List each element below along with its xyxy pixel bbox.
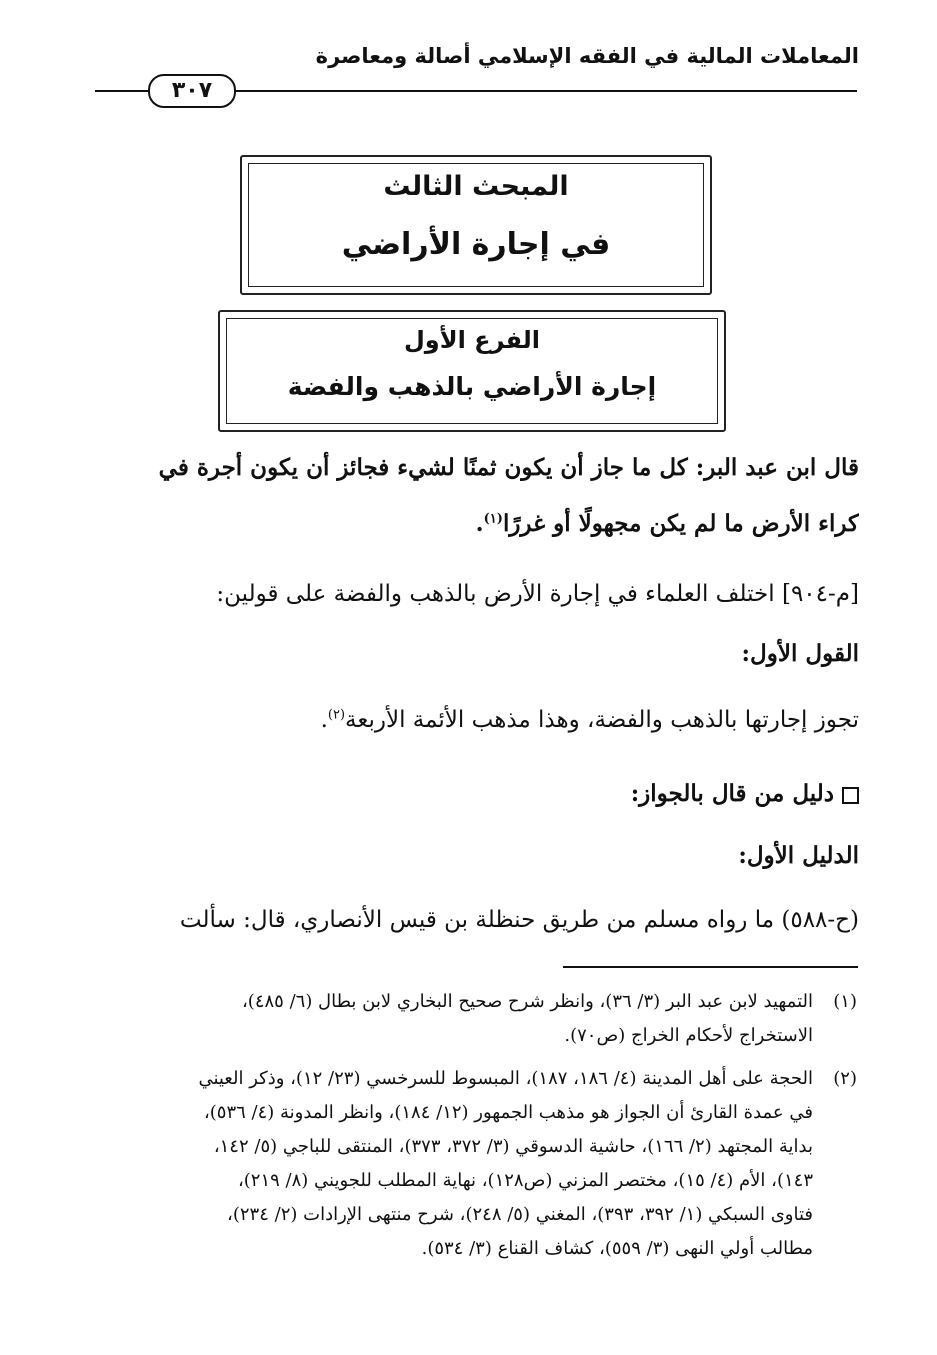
footnote-1-number: (١) <box>833 991 857 1012</box>
hadith-line: (ح-٥٨٨) ما رواه مسلم من طريق حنظلة بن قيس الأنصاري، قال: سألت <box>179 907 859 933</box>
first-opinion-text <box>83 692 859 748</box>
footnote-2-line-2: في عمدة القارئ أن الجواز هو مذهب الجمهور (١٢/ ١٨٤)، وانظر المدونة (٤/ ٥٣٦)، <box>203 1102 813 1123</box>
issue-line: [م-٩٠٤] اختلف العلماء في إجارة الأرض بالذهب والفضة على قولين: <box>216 581 859 607</box>
section-title-frame <box>240 155 712 295</box>
branch-title-frame <box>218 310 726 432</box>
quote-line-1: قال ابن عبد البر: كل ما جاز أن يكون ثمنًا لشيء فجائز أن يكون أجرة في <box>158 454 859 481</box>
quote-period: . <box>475 510 484 537</box>
footnote-2-line-1 <box>81 1062 857 1096</box>
square-bullet-icon <box>842 787 859 804</box>
quote-line-2 <box>83 496 859 552</box>
footnote-ref-1[interactable]: (١) <box>483 511 503 527</box>
section-title: المبحث الثالث <box>383 171 569 202</box>
footnote-1-text-1: التمهيد لابن عبد البر (٣/ ٣٦)، وانظر شرح صحيح البخاري لابن بطال (٦/ ٤٨٥)، <box>241 991 813 1012</box>
footnote-1-line-1 <box>81 985 857 1019</box>
branch-subtitle: إجارة الأراضي بالذهب والفضة <box>287 372 657 401</box>
first-opinion-body: تجوز إجارتها بالذهب والفضة، وهذا مذهب الأئمة الأربعة <box>345 707 859 733</box>
footnote-rule <box>563 966 858 968</box>
footnote-1 <box>81 985 857 1053</box>
footnote-2-line-3: بداية المجتهد (٢/ ١٦٦)، حاشية الدسوقي (٣/ ٣٧٢، ٣٧٣)، المنتقى للباجي (٥/ ١٤٢، <box>213 1136 813 1157</box>
branch-title: الفرع الأول <box>403 326 541 354</box>
footnote-2-line-4: ١٤٣)، الأم (٤/ ١٥)، مختصر المزني (ص١٢٨)، نهاية المطلب للجويني (٨/ ٢١٩)، <box>237 1170 813 1191</box>
footnote-1-line-2: الاستخراج لأحكام الخراج (ص٧٠). <box>564 1025 813 1046</box>
footnote-2 <box>81 1062 857 1266</box>
first-opinion-heading: القول الأول: <box>741 640 859 667</box>
footnote-2-line-6: مطالب أولي النهى (٣/ ٥٥٩)، كشاف القناع (٣/ ٥٣٤). <box>421 1238 813 1259</box>
footnote-2-number: (٢) <box>833 1068 857 1089</box>
footnote-ref-2[interactable]: (٢) <box>327 707 346 723</box>
evidence-heading-line <box>83 766 859 822</box>
running-header: المعاملات المالية في الفقه الإسلامي أصالة ومعاصرة <box>315 44 859 68</box>
footnote-2-text-1: الحجة على أهل المدينة (٤/ ١٨٦، ١٨٧)، المبسوط للسرخسي (٢٣/ ١٢)، وذكر العيني <box>198 1068 813 1089</box>
evidence-heading: دليل من قال بالجواز: <box>630 780 834 807</box>
page-number: ٣٠٧ <box>148 74 236 108</box>
first-evidence-heading: الدليل الأول: <box>738 842 859 869</box>
first-opinion-period: . <box>320 707 328 733</box>
quote-text: كراء الأرض ما لم يكن مجهولًا أو غررًا <box>502 510 859 537</box>
footnote-2-line-5: فتاوى السبكي (١/ ٣٩٢، ٣٩٣)، المغني (٥/ ٢٤٨)، شرح منتهى الإرادات (٢/ ٢٣٤)، <box>227 1204 813 1225</box>
section-subtitle: في إجارة الأراضي <box>341 227 611 262</box>
